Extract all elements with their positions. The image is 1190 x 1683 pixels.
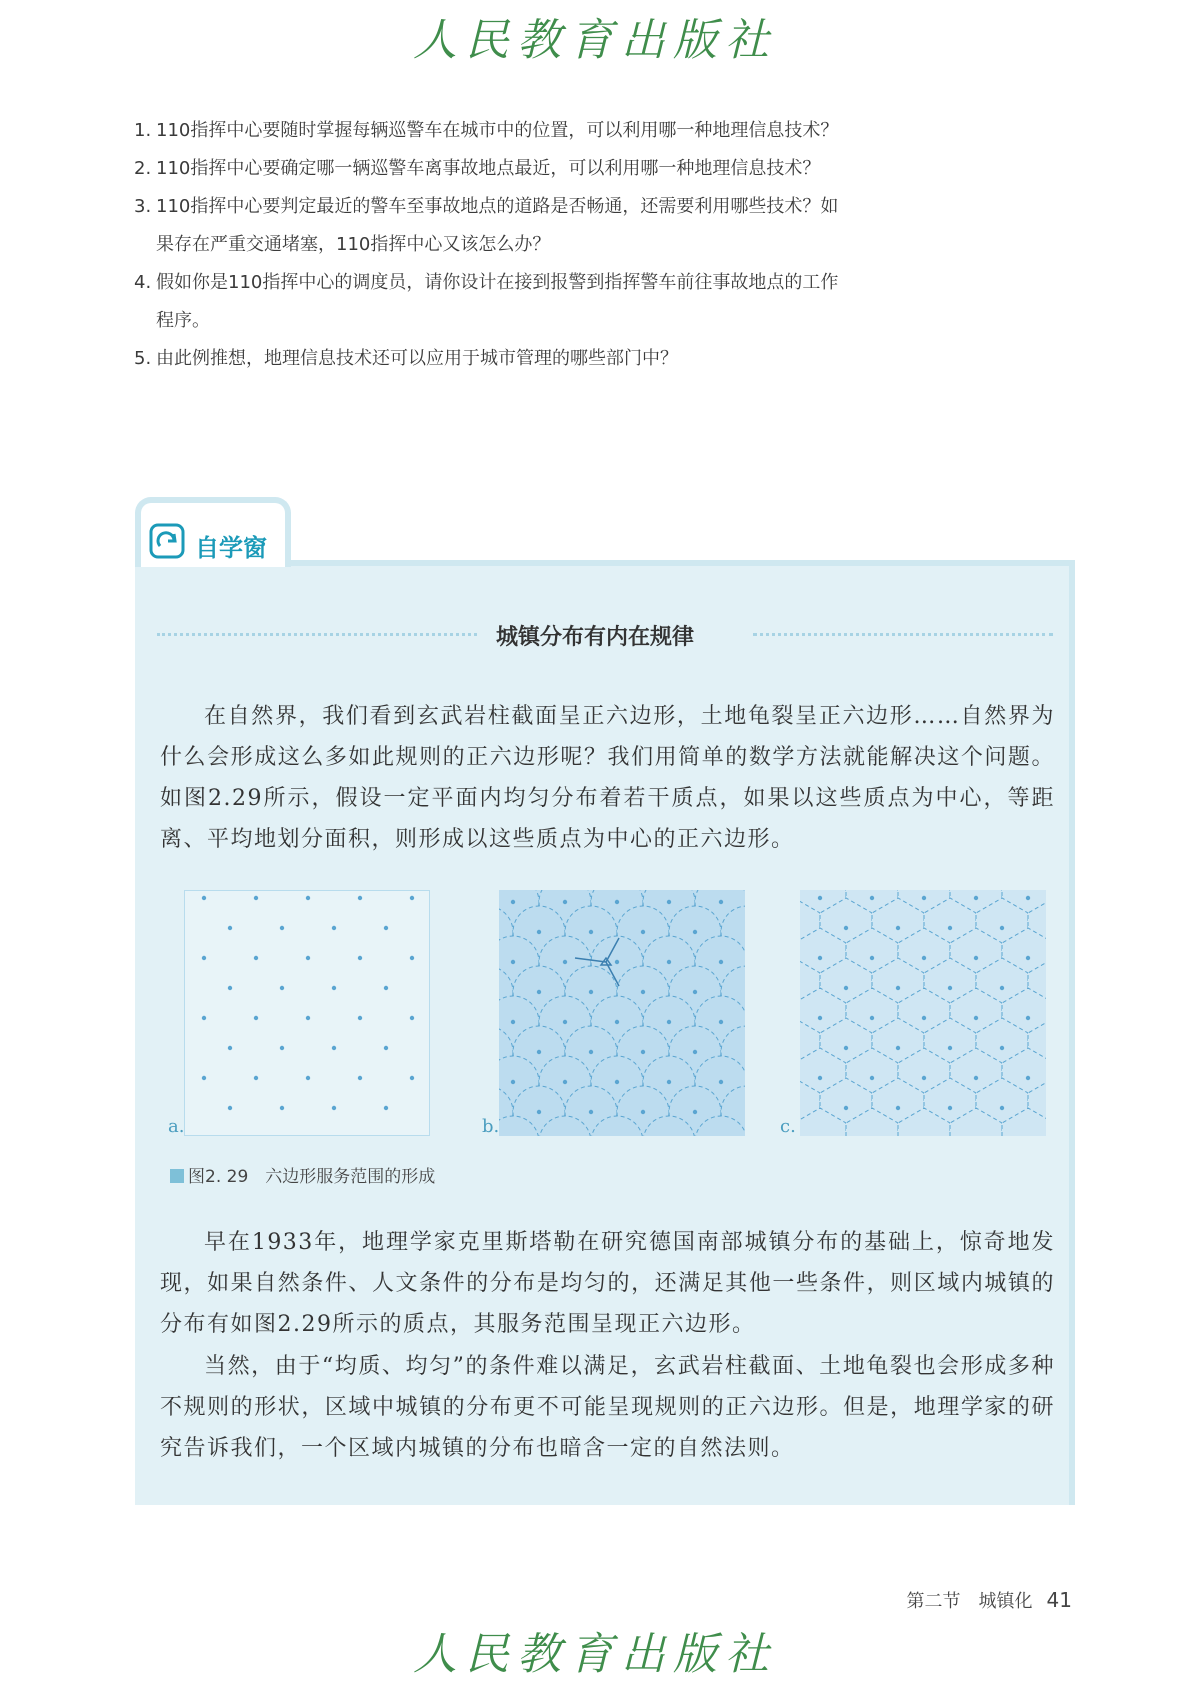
point-dot	[719, 960, 723, 964]
point-dot	[818, 1076, 822, 1080]
point-dot	[511, 900, 515, 904]
point-dot	[306, 1016, 310, 1020]
point-dot	[563, 960, 567, 964]
point-dot	[844, 1046, 848, 1050]
figure-label-a: a.	[168, 1116, 185, 1137]
point-dot	[384, 926, 388, 930]
point-dot	[870, 1016, 874, 1020]
point-dot	[922, 956, 926, 960]
point-dot	[641, 1050, 645, 1054]
refresh-doc-icon	[148, 522, 186, 560]
point-dot	[870, 956, 874, 960]
point-dot	[358, 956, 362, 960]
point-dot	[667, 960, 671, 964]
point-dot	[719, 1080, 723, 1084]
point-dot	[615, 1020, 619, 1024]
point-dot	[948, 1046, 952, 1050]
point-dot	[667, 900, 671, 904]
figure-c-hexagon-ranges	[800, 890, 1046, 1136]
point-dot	[615, 960, 619, 964]
point-dot	[922, 896, 926, 900]
point-dot	[202, 1076, 206, 1080]
figure-a-point-grid	[184, 890, 430, 1136]
point-dot	[511, 960, 515, 964]
point-dot	[280, 926, 284, 930]
list-item	[128, 340, 848, 378]
figure-label-c: c.	[780, 1116, 796, 1137]
point-dot	[410, 1016, 414, 1020]
question-list	[128, 112, 848, 378]
point-dot	[1000, 986, 1004, 990]
section-title: 城镇分布有内在规律	[495, 625, 694, 650]
point-dot	[228, 1106, 232, 1110]
point-dot	[1026, 896, 1030, 900]
point-dot	[589, 990, 593, 994]
point-dot	[844, 986, 848, 990]
point-dot	[254, 1016, 258, 1020]
point-dot	[358, 896, 362, 900]
point-dot	[1000, 1106, 1004, 1110]
point-dot	[410, 956, 414, 960]
figure-caption	[170, 1162, 435, 1187]
question-number: 1.	[134, 120, 152, 141]
question-number: 2.	[134, 158, 152, 179]
point-dot	[202, 896, 206, 900]
point-dot	[615, 900, 619, 904]
point-dot	[719, 1020, 723, 1024]
question-text: 110指挥中心要随时掌握每辆巡警车在城市中的位置，可以利用哪一种地理信息技术？	[156, 120, 839, 141]
point-dot	[332, 1046, 336, 1050]
publisher-logo-bottom: 人民教育出版社	[413, 1629, 777, 1680]
point-dot	[844, 926, 848, 930]
page-footer	[907, 1587, 1072, 1613]
point-dot	[1000, 1046, 1004, 1050]
point-dot	[228, 926, 232, 930]
point-dot	[615, 1080, 619, 1084]
point-dot	[1000, 926, 1004, 930]
point-dot	[896, 1046, 900, 1050]
point-dot	[693, 930, 697, 934]
point-dot	[974, 1076, 978, 1080]
list-item	[128, 150, 848, 188]
point-dot	[818, 956, 822, 960]
paragraph: 早在1933年，地理学家克里斯塔勒在研究德国南部城镇分布的基础上，惊奇地发现，如果自然条件、人文条件的分布是均匀的，还满足其他一些条件，则区域内城镇的分布有如图2.29所示的质点，其服务范围呈现正六边形。	[160, 1230, 1055, 1337]
paragraph: 当然，由于“均质、均匀”的条件难以满足，玄武岩柱截面、土地龟裂也会形成多种不规则的形状，区域中城镇的分布更不可能呈现规则的正六边形。但是，地理学家的研究告诉我们，一个区域内城镇的分布也暗含一定的自然法则。	[160, 1354, 1055, 1461]
point-dot	[410, 1076, 414, 1080]
point-dot	[384, 986, 388, 990]
point-dot	[667, 1020, 671, 1024]
point-dot	[537, 990, 541, 994]
point-dot	[974, 956, 978, 960]
point-dot	[537, 1110, 541, 1114]
point-dot	[844, 1106, 848, 1110]
point-dot	[358, 1016, 362, 1020]
point-dot	[410, 896, 414, 900]
point-dot	[332, 1106, 336, 1110]
point-dot	[563, 1020, 567, 1024]
question-number: 5.	[134, 348, 152, 369]
point-dot	[306, 956, 310, 960]
point-dot	[693, 990, 697, 994]
point-dot	[589, 1050, 593, 1054]
caption-marker-icon	[170, 1169, 184, 1183]
point-dot	[228, 1046, 232, 1050]
point-dot	[332, 986, 336, 990]
question-text: 假如你是110指挥中心的调度员，请你设计在接到报警到指挥警车前往事故地点的工作程序。	[156, 272, 839, 331]
point-dot	[948, 1106, 952, 1110]
point-dot	[1026, 956, 1030, 960]
point-dot	[719, 900, 723, 904]
point-dot	[948, 926, 952, 930]
point-dot	[254, 956, 258, 960]
point-dot	[384, 1106, 388, 1110]
point-dot	[511, 1020, 515, 1024]
figure-label-b: b.	[482, 1116, 500, 1137]
point-dot	[202, 1016, 206, 1020]
point-dot	[818, 896, 822, 900]
point-dot	[254, 1076, 258, 1080]
point-dot	[332, 926, 336, 930]
point-dot	[922, 1076, 926, 1080]
point-dot	[1026, 1016, 1030, 1020]
point-dot	[974, 896, 978, 900]
point-dot	[922, 1016, 926, 1020]
point-dot	[974, 1016, 978, 1020]
question-number: 3.	[134, 196, 152, 217]
figure-b-circle-ranges	[499, 890, 745, 1136]
point-dot	[280, 986, 284, 990]
page-number: 41	[1046, 1588, 1072, 1612]
dotted-divider-right	[753, 633, 1053, 636]
question-text: 由此例推想，地理信息技术还可以应用于城市管理的哪些部门中？	[156, 348, 678, 369]
self-study-label: 自学窗	[195, 534, 267, 562]
point-dot	[563, 900, 567, 904]
list-item	[128, 188, 848, 264]
point-dot	[896, 926, 900, 930]
list-item	[128, 112, 848, 150]
point-dot	[511, 1080, 515, 1084]
list-item	[128, 264, 848, 340]
point-dot	[693, 1050, 697, 1054]
publisher-logo-top: 人民教育出版社	[413, 15, 777, 66]
point-dot	[870, 896, 874, 900]
point-dot	[1026, 1076, 1030, 1080]
question-number: 4.	[134, 272, 152, 293]
question-text: 110指挥中心要确定哪一辆巡警车离事故地点最近，可以利用哪一种地理信息技术？	[156, 158, 821, 179]
paragraph: 在自然界，我们看到玄武岩柱截面呈正六边形，土地龟裂呈正六边形……自然界为什么会形成这么多如此规则的正六边形呢？我们用简单的数学方法就能解决这个问题。如图2.29所示，假设一定平面内均匀分布着若干质点，如果以这些质点为中心，等距离、平均地划分面积，则形成以这些质点为中心的正六边形。	[160, 704, 1055, 852]
point-dot	[228, 986, 232, 990]
point-dot	[870, 1076, 874, 1080]
point-dot	[896, 986, 900, 990]
point-dot	[280, 1106, 284, 1110]
point-dot	[641, 930, 645, 934]
point-dot	[306, 1076, 310, 1080]
caption-text: 图2. 29 六边形服务范围的形成	[188, 1167, 436, 1187]
point-dot	[693, 1110, 697, 1114]
point-dot	[537, 930, 541, 934]
point-dot	[563, 1080, 567, 1084]
point-dot	[641, 1110, 645, 1114]
point-dot	[254, 896, 258, 900]
point-dot	[358, 1076, 362, 1080]
point-dot	[202, 956, 206, 960]
point-dot	[384, 1046, 388, 1050]
point-dot	[948, 986, 952, 990]
question-text: 110指挥中心要判定最近的警车至事故地点的道路是否畅通，还需要利用哪些技术？如果存在严重交通堵塞，110指挥中心又该怎么办？	[156, 196, 839, 255]
point-dot	[537, 1050, 541, 1054]
point-dot	[589, 1110, 593, 1114]
point-dot	[818, 1016, 822, 1020]
point-dot	[589, 930, 593, 934]
point-dot	[896, 1106, 900, 1110]
point-dot	[641, 990, 645, 994]
section-name: 第二节 城镇化	[906, 1591, 1033, 1612]
point-dot	[306, 896, 310, 900]
point-dot	[667, 1080, 671, 1084]
point-dot	[280, 1046, 284, 1050]
